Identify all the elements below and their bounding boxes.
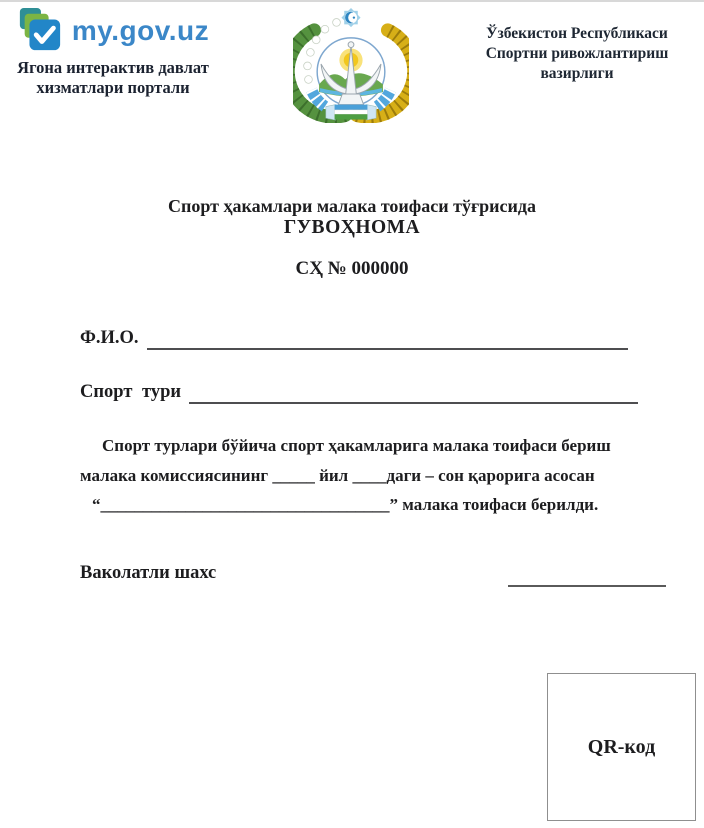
- certificate-title-line1: Спорт ҳакамлари малака тоифаси тўғрисида: [168, 196, 536, 216]
- portal-brand: my.gov.uz: [71, 15, 210, 46]
- certificate-body-paragraph: [80, 431, 640, 520]
- authorized-person-label: Ваколатли шахс: [80, 563, 217, 583]
- certificate-serial-number: СҲ № 000000: [295, 258, 409, 279]
- portal-logo-row: [4, 8, 222, 54]
- fio-label: Ф.И.О.: [80, 328, 139, 348]
- portal-tagline: [4, 58, 222, 98]
- uzbekistan-emblem-icon: [293, 5, 409, 123]
- ministry-block: [452, 24, 702, 84]
- ministry-line1: Ўзбекистон Республикаси: [486, 25, 668, 42]
- sport-type-blank-line: [189, 384, 638, 404]
- checkmark-squares-icon: [17, 8, 63, 54]
- sport-type-field-row: [80, 382, 638, 404]
- scan-edge-line: [0, 0, 704, 2]
- signature-line: [508, 585, 666, 587]
- portal-tagline-line1: Ягона интерактив давлат: [17, 58, 209, 77]
- qr-placeholder-box: [547, 673, 696, 821]
- fio-field-row: [80, 328, 628, 350]
- qr-label: QR-код: [587, 735, 656, 758]
- sport-type-label: Спорт тури: [80, 382, 182, 402]
- body-line: “__________________________________” малака тоифаси берилди.: [92, 495, 599, 514]
- ministry-line2: Спортни ривожлантириш: [485, 45, 669, 62]
- body-line: Спорт турлари бўйича спорт ҳакамларига малака тоифаси бериш: [102, 436, 611, 455]
- portal-logo-block: [4, 8, 222, 98]
- flag-ribbon-icon: [326, 105, 376, 120]
- portal-tagline-line2: хизматлари портали: [36, 78, 190, 97]
- fio-blank-line: [147, 330, 628, 350]
- certificate-title-line2: ГУВОҲНОМА: [283, 217, 421, 238]
- ministry-line3: вазирлиги: [540, 65, 614, 82]
- crescent-star-icon: [341, 8, 360, 27]
- body-line: малака комиссиясининг _____ йил ____даги – сон қарорига асосан: [80, 465, 595, 485]
